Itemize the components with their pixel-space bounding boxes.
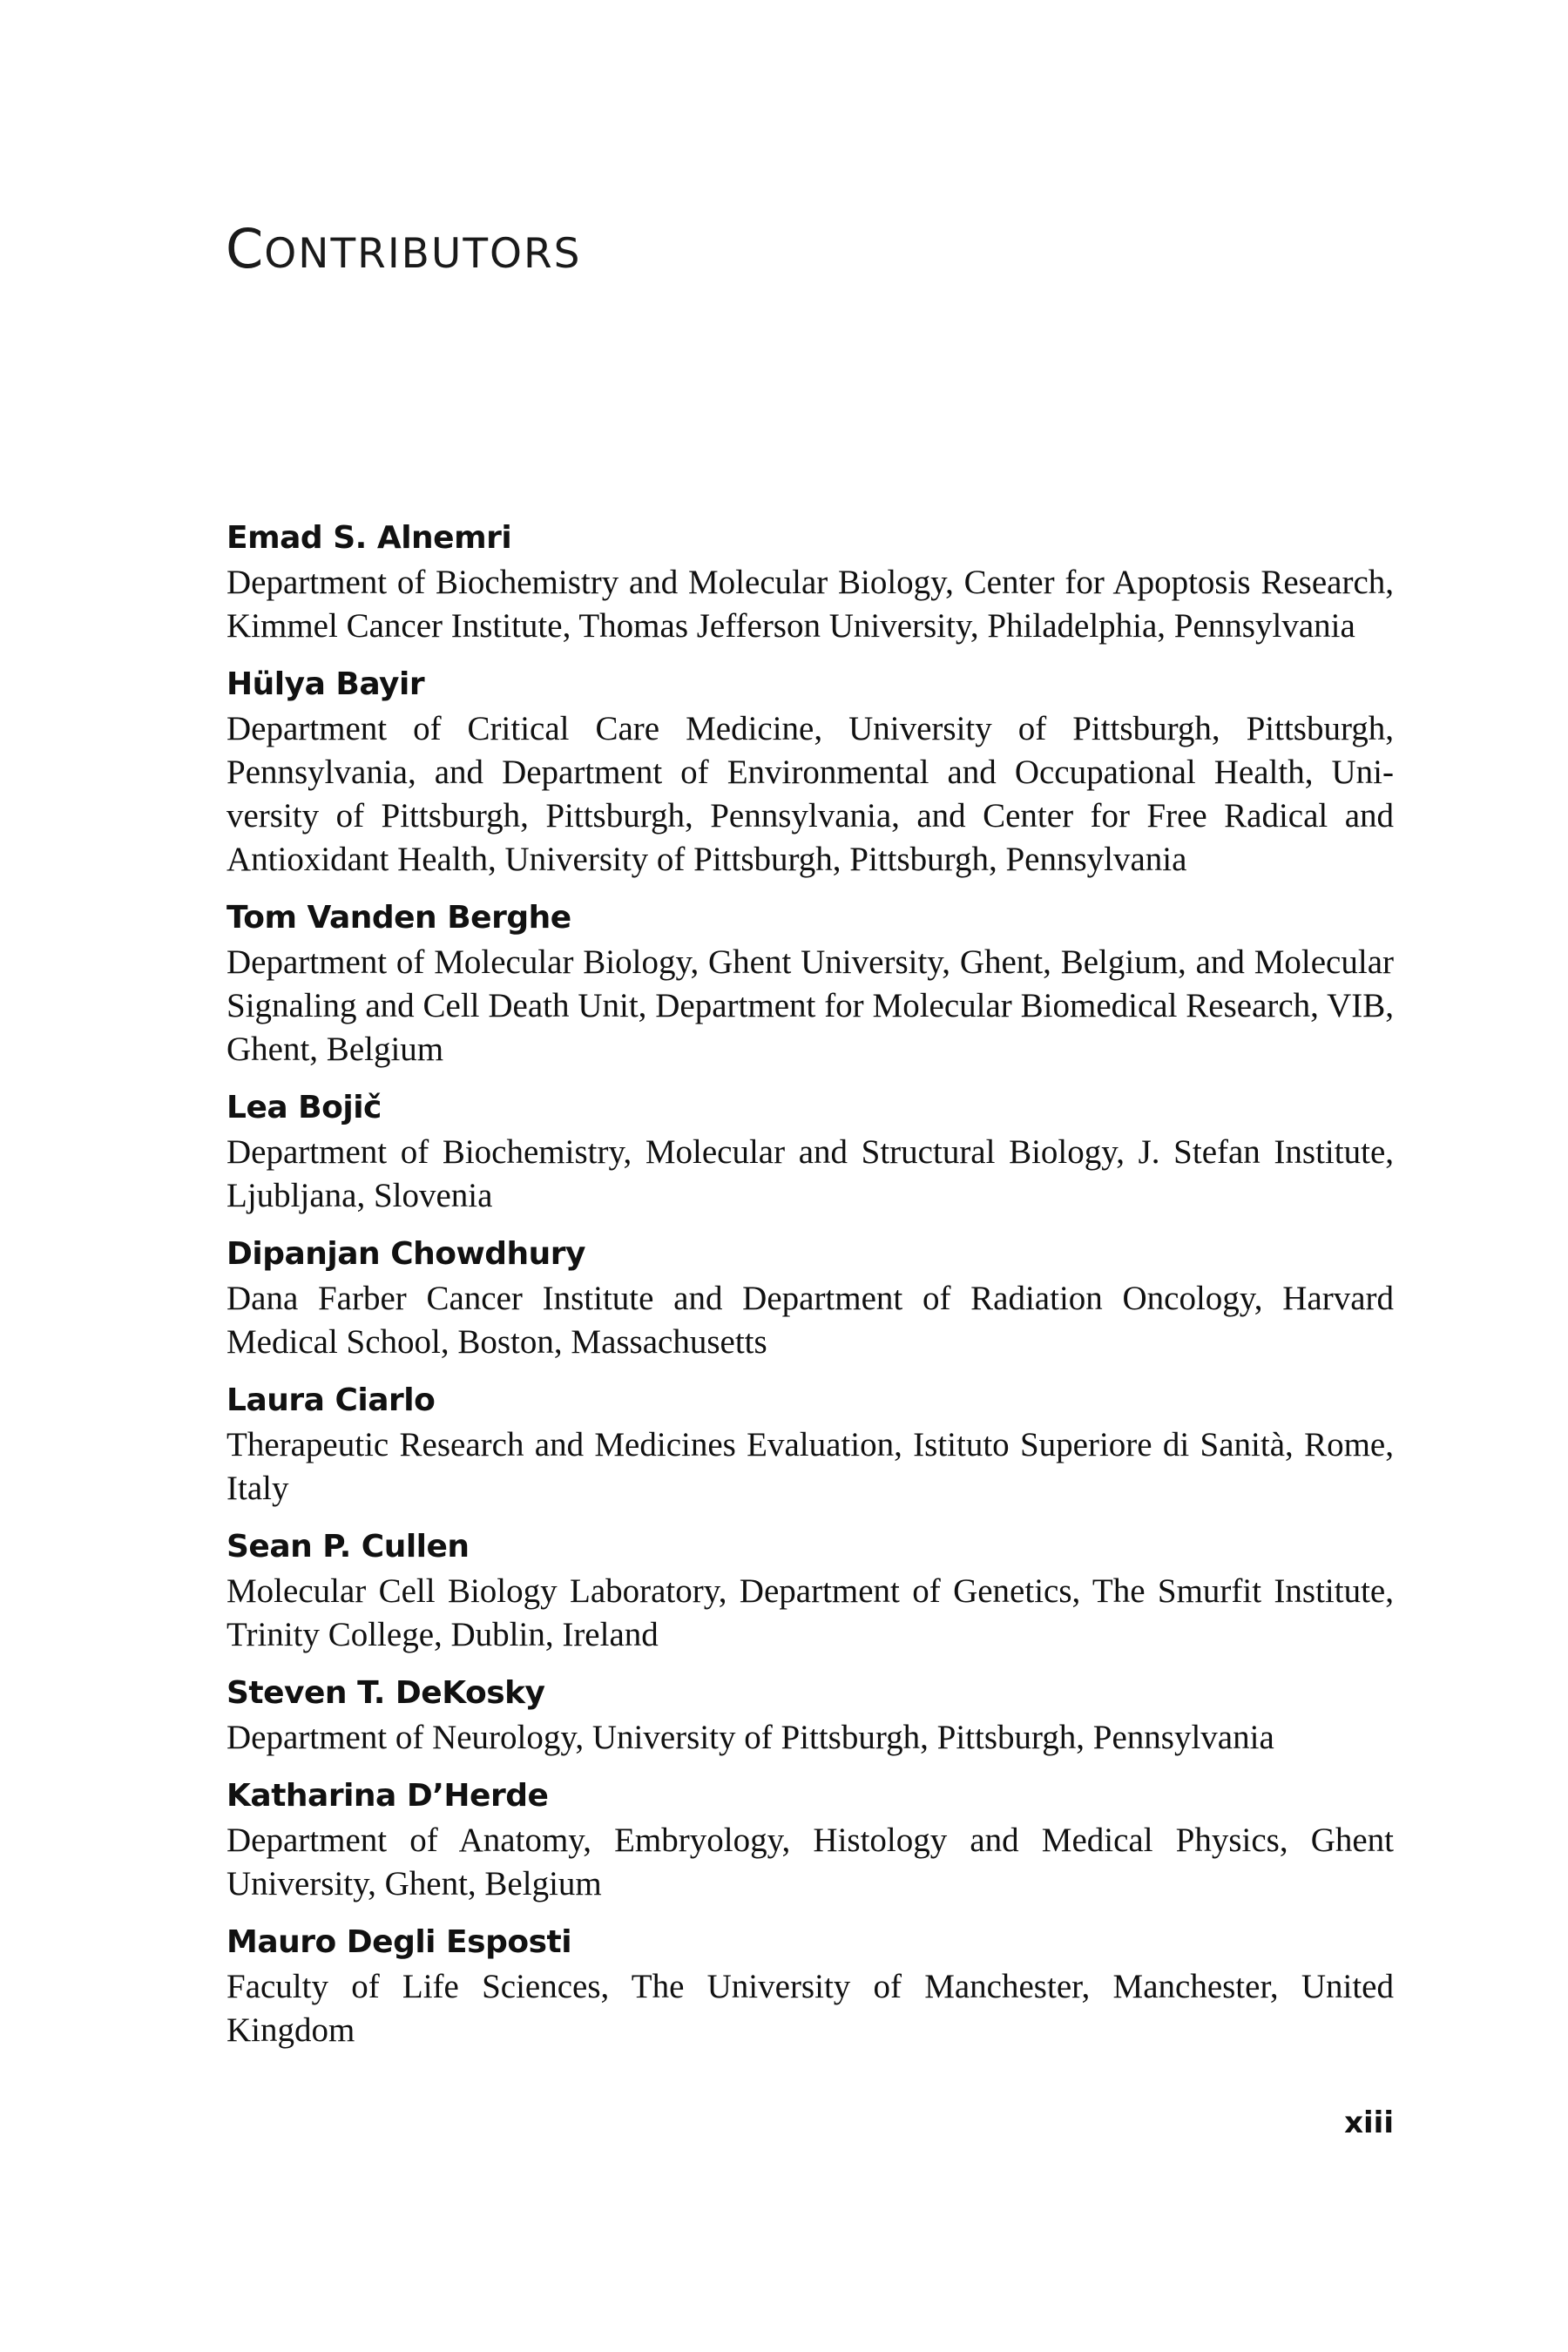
contributor-affiliation: Department of Biochemistry, Molecular and Structural Biology, J. Stefan Institute, Ljubljana, Slovenia — [226, 1133, 1394, 1214]
contributor-name: Lea Bojič — [226, 1090, 382, 1125]
page-title-initial: C — [226, 217, 265, 280]
contributor-entry — [226, 1085, 1394, 1218]
contributor-name: Laura Ciarlo — [226, 1382, 436, 1418]
contributor-affiliation: Department of Molecular Biology, Ghent University, Ghent, Belgium, and Molecular Signaling and Cell Death Unit, Department for Molecular Biomedical Research, VIB, Ghent, Belgium — [226, 943, 1394, 1068]
contributor-name: Steven T. DeKosky — [226, 1675, 545, 1711]
page-title-rest: ONTRIBUTORS — [264, 230, 582, 278]
contributor-affiliation: Therapeutic Research and Medicines Evaluation, Istituto Superiore di Sanità, Rome, Italy — [226, 1426, 1394, 1507]
contributor-name: Mauro Degli Esposti — [226, 1924, 572, 1960]
contributor-name: Sean P. Cullen — [226, 1529, 470, 1565]
page-title — [226, 214, 582, 289]
page-number: xiii — [1344, 2105, 1394, 2140]
contributor-affiliation: Faculty of Life Sciences, The University of Manchester, Manchester, United Kingdom — [226, 1968, 1394, 2049]
contributor-entry — [226, 516, 1394, 648]
contributor-affiliation: Molecular Cell Biology Laboratory, Department of Genetics, The Smurfit Institute, Trinity College, Dublin, Ireland — [226, 1572, 1394, 1653]
contributor-affiliation: Department of Biochemistry and Molecular Biology, Center for Apoptosis Research, Kimmel Cancer Institute, Thomas Jefferson University, Philadelphia, Pennsylvania — [226, 564, 1394, 645]
contributor-entry — [226, 1378, 1394, 1511]
contributor-name: Tom Vanden Berghe — [226, 900, 571, 936]
contributor-name: Dipanjan Chowdhury — [226, 1236, 585, 1272]
contributor-name: Hülya Bayir — [226, 666, 425, 702]
contributor-entry — [226, 1920, 1394, 2052]
contributor-affiliation: Dana Farber Cancer Institute and Department of Radiation Oncology, Harvard Medical School, Boston, Massachusetts — [226, 1280, 1394, 1361]
contributor-entry — [226, 896, 1394, 1071]
contributor-affiliation: Department of Neurology, University of Pittsburgh, Pittsburgh, Pennsylvania — [226, 1719, 1274, 1756]
contributor-entry — [226, 1671, 1394, 1760]
contributor-entry — [226, 1524, 1394, 1657]
contributor-list — [226, 516, 1394, 2066]
contributor-affiliation: Department of Critical Care Medicine, University of Pittsburgh, Pittsburgh, Pennsylvania, and Department of Environmental and Occupational Health, University of Pittsburgh, Pittsburgh, Pennsylvania, and Center for Free Radical and Antioxidant Health, University of Pittsburgh, Pittsburgh, Pennsylvania — [226, 710, 1394, 878]
contributor-name: Emad S. Alnemri — [226, 520, 512, 556]
contributor-entry — [226, 662, 1394, 882]
contributor-affiliation: Department of Anatomy, Embryology, Histology and Medical Physics, Ghent University, Ghent, Belgium — [226, 1821, 1394, 1903]
contributor-entry — [226, 1774, 1394, 1906]
contributor-name: Katharina D’Herde — [226, 1778, 549, 1814]
contributor-entry — [226, 1232, 1394, 1364]
